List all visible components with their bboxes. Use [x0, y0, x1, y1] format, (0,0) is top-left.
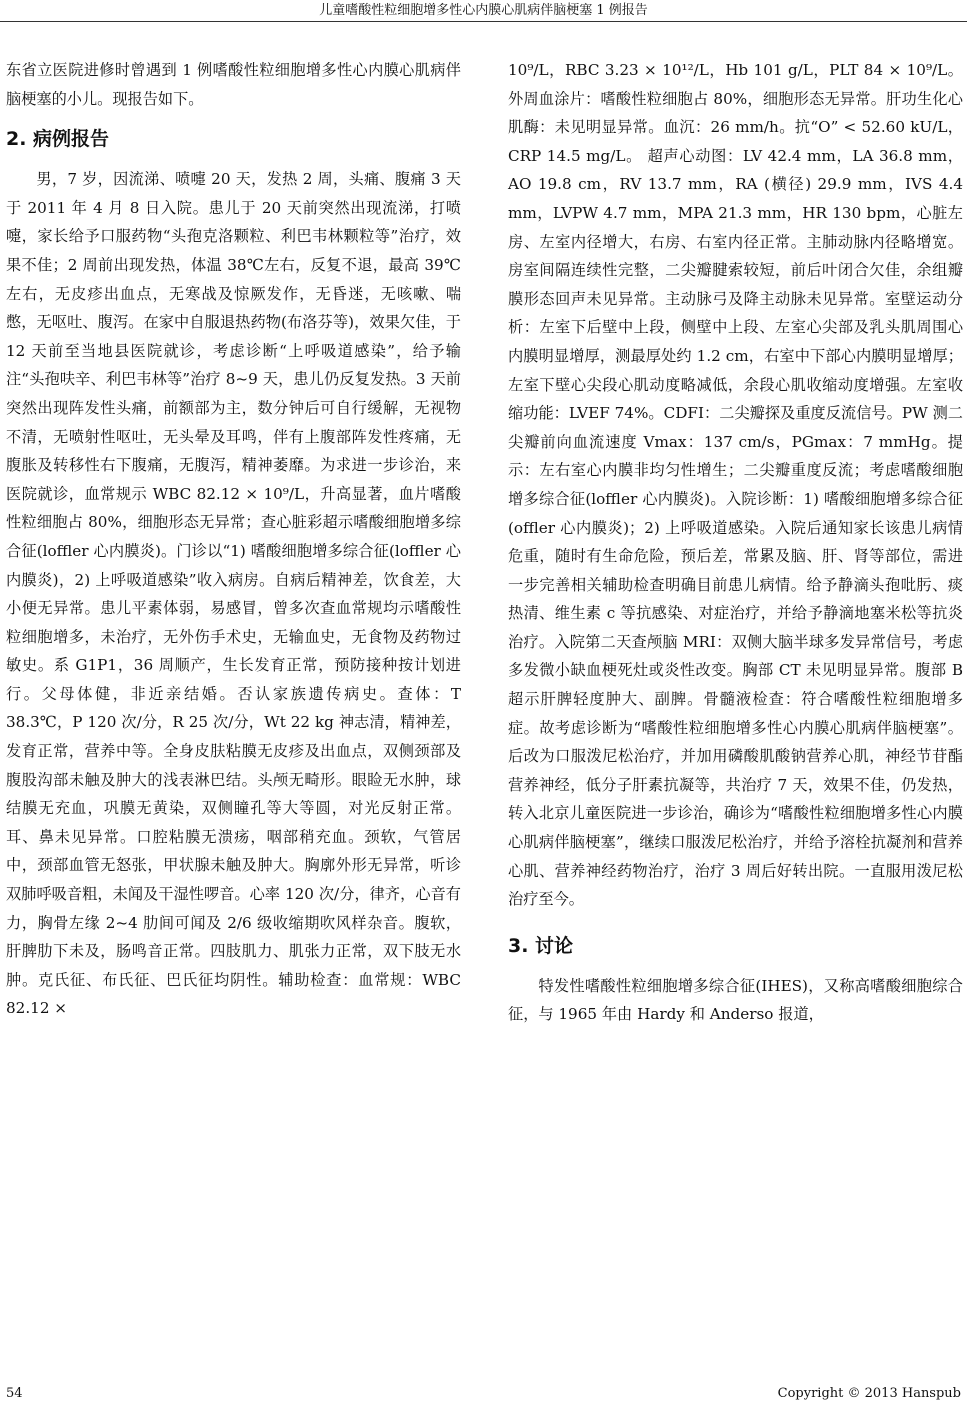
running-title: 儿童嗜酸性粒细胞增多性心内膜心肌病伴脑梗塞 1 例报告 — [319, 3, 648, 18]
right-column — [508, 56, 963, 1029]
page-footer — [0, 1384, 967, 1404]
left-column — [6, 56, 461, 1023]
case-report-paragraph: 男，7 岁，因流涕、喷嚏 20 天，发热 2 周，头痛、腹痛 3 天于 2011 年 4 月 8 日入院。患儿于 20 天前突然出现流涕，打喷嚏，家长给予口服药物“头孢克洛颗粒、利巴韦林颗粒等”治疗，效果不佳；2 周前出现发热，体温 38℃左右，反复不退，最高 39℃左右，无皮疹出血点，无寒战及惊厥发作，无昏迷，无咳嗽、喘憋，无呕吐、腹泻。在家中自服退热药物(布洛芬等)，效果欠佳，于 12 天前至当地县医院就诊，考虑诊断“上呼吸道感染”，给予输注“头孢呋辛、利巴韦林等”治疗 8~9 天，患儿仍反复发热。3 天前突然出现阵发性头痛，前额部为主，数分钟后可自行缓解，无视物不清，无喷射性呕吐，无头晕及耳鸣，伴有上腹部阵发性疼痛，无腹胀及转移性右下腹痛，无腹泻，精神萎靡。为求进一步诊治，来医院就诊，血常规示 WBC 82.12 × 10⁹/L，升高显著，血片嗜酸性粒细胞占 80%，细胞形态无异常；查心脏彩超示嗜酸细胞增多综合征(loffler 心内膜炎)。门诊以“1) 嗜酸细胞增多综合征(loffler 心内膜炎)，2) 上呼吸道感染”收入病房。自病后精神差，饮食差，大小便无异常。患儿平素体弱，易感冒，曾多次查血常规均示嗜酸性粒细胞增多，未治疗，无外伤手术史，无输血史，无食物及药物过敏史。系 G1P1，36 周顺产，生长发育正常，预防接种按计划进行。父母体健，非近亲结婚。否认家族遗传病史。查体：T 38.3℃，P 120 次/分，R 25 次/分，Wt 22 kg 神志清，精神差，发育正常，营养中等。全身皮肤粘膜无皮疹及出血点，双侧颈部及腹股沟部未触及肿大的浅表淋巴结。头颅无畸形。眼睑无水肿，球结膜无充血，巩膜无黄染，双侧瞳孔等大等圆，对光反射正常。耳、鼻未见异常。口腔粘膜无溃疡，咽部稍充血。颈软，气管居中，颈部血管无怒张，甲状腺未触及肿大。胸廓外形无异常，听诊双肺呼吸音粗，未闻及干湿性啰音。心率 120 次/分，律齐，心音有力，胸骨左缘 2~4 肋间可闻及 2/6 级收缩期吹风样杂音。腹软，肝脾肋下未及，肠鸣音正常。四肢肌力、肌张力正常，双下肢无水肿。克氏征、布氏征、巴氏征均阴性。辅助检查：血常规：WBC 82.12 × — [6, 170, 461, 1018]
section-heading-case-report: 2. 病例报告 — [6, 128, 110, 151]
section-heading-discussion: 3. 讨论 — [508, 934, 574, 957]
lab-results-paragraph: 10⁹/L，RBC 3.23 × 10¹²/L，Hb 101 g/L，PLT 84 × 10⁹/L。外周血涂片：嗜酸性粒细胞占 80%，细胞形态无异常。肝功生化心肌酶：未见明显异常。血沉：26 mm/h。抗“O” < 52.60 kU/L，CRP 14.5 mg/L。 超声心动图：LV 42.4 mm，LA 36.8 mm，AO 19.8 cm，RV 13.7 mm，RA (横径) 29.9 mm，IVS 4.4 mm，LVPW 4.7 mm，MPA 21.3 mm，HR 130 bpm，心脏左房、左室内径增大，右房、右室内径正常。主肺动脉内径略增宽。房室间隔连续性完整，二尖瓣腱索较短，前后叶闭合欠佳，余组瓣膜形态回声未见异常。主动脉弓及降主动脉未见异常。室壁运动分析：左室下后壁中上段，侧壁中上段、左室心尖部及乳头肌周围心内膜明显增厚，测最厚处约 1.2 cm，右室中下部心内膜明显增厚；左室下壁心尖段心肌动度略减低，余段心肌收缩动度增强。左室收缩功能：LVEF 74%。CDFI：二尖瓣探及重度反流信号。PW 测二尖瓣前向血流速度 Vmax：137 cm/s，PGmax：7 mmHg。提示：左右室心内膜非均匀性增生；二尖瓣重度反流；考虑嗜酸细胞增多综合征(loffler 心内膜炎)。入院诊断：1) 嗜酸细胞增多综合征(offler 心内膜炎)；2) 上呼吸道感染。入院后通知家长该患儿病情危重，随时有生命危险，预后差，常累及脑、肝、肾等部位，需进一步完善相关辅助检查明确目前患儿病情。给予静滴头孢吡肟、痰热清、维生素 c 等抗感染、对症治疗，并给予静滴地塞米松等抗炎治疗。入院第二天查颅脑 MRI：双侧大脑半球多发异常信号，考虑多发微小缺血梗死灶或炎性改变。胸部 CT 未见明显异常。腹部 B 超示肝脾轻度肿大、副脾。骨髓液检查：符合嗜酸性粒细胞增多症。故考虑诊断为“嗜酸性粒细胞增多性心内膜心肌病伴脑梗塞”。后改为口服泼尼松治疗，并加用磷酸肌酸钠营养心肌，神经节苷酯营养神经，低分子肝素抗凝等，共治疗 7 天，效果不佳，仍发热，转入北京儿童医院进一步诊治，确诊为“嗜酸性粒细胞增多性心内膜心肌病伴脑梗塞”，继续口服泼尼松治疗，并给予溶栓抗凝剂和营养心肌、营养神经药物治疗，治疗 3 周后好转出院。一直服用泼尼松治疗至今。 — [508, 61, 963, 909]
running-header — [0, 0, 967, 22]
page-number: 54 — [6, 1386, 23, 1401]
copyright-notice: Copyright © 2013 Hanspub — [777, 1386, 961, 1401]
intro-paragraph: 东省立医院进修时曾遇到 1 例嗜酸性粒细胞增多性心内膜心肌病伴脑梗塞的小儿。现报告如下。 — [6, 61, 461, 108]
discussion-paragraph: 特发性嗜酸性粒细胞增多综合征(IHES)，又称高嗜酸细胞综合征，与 1965 年由 Hardy 和 Anderso 报道， — [508, 976, 963, 1024]
